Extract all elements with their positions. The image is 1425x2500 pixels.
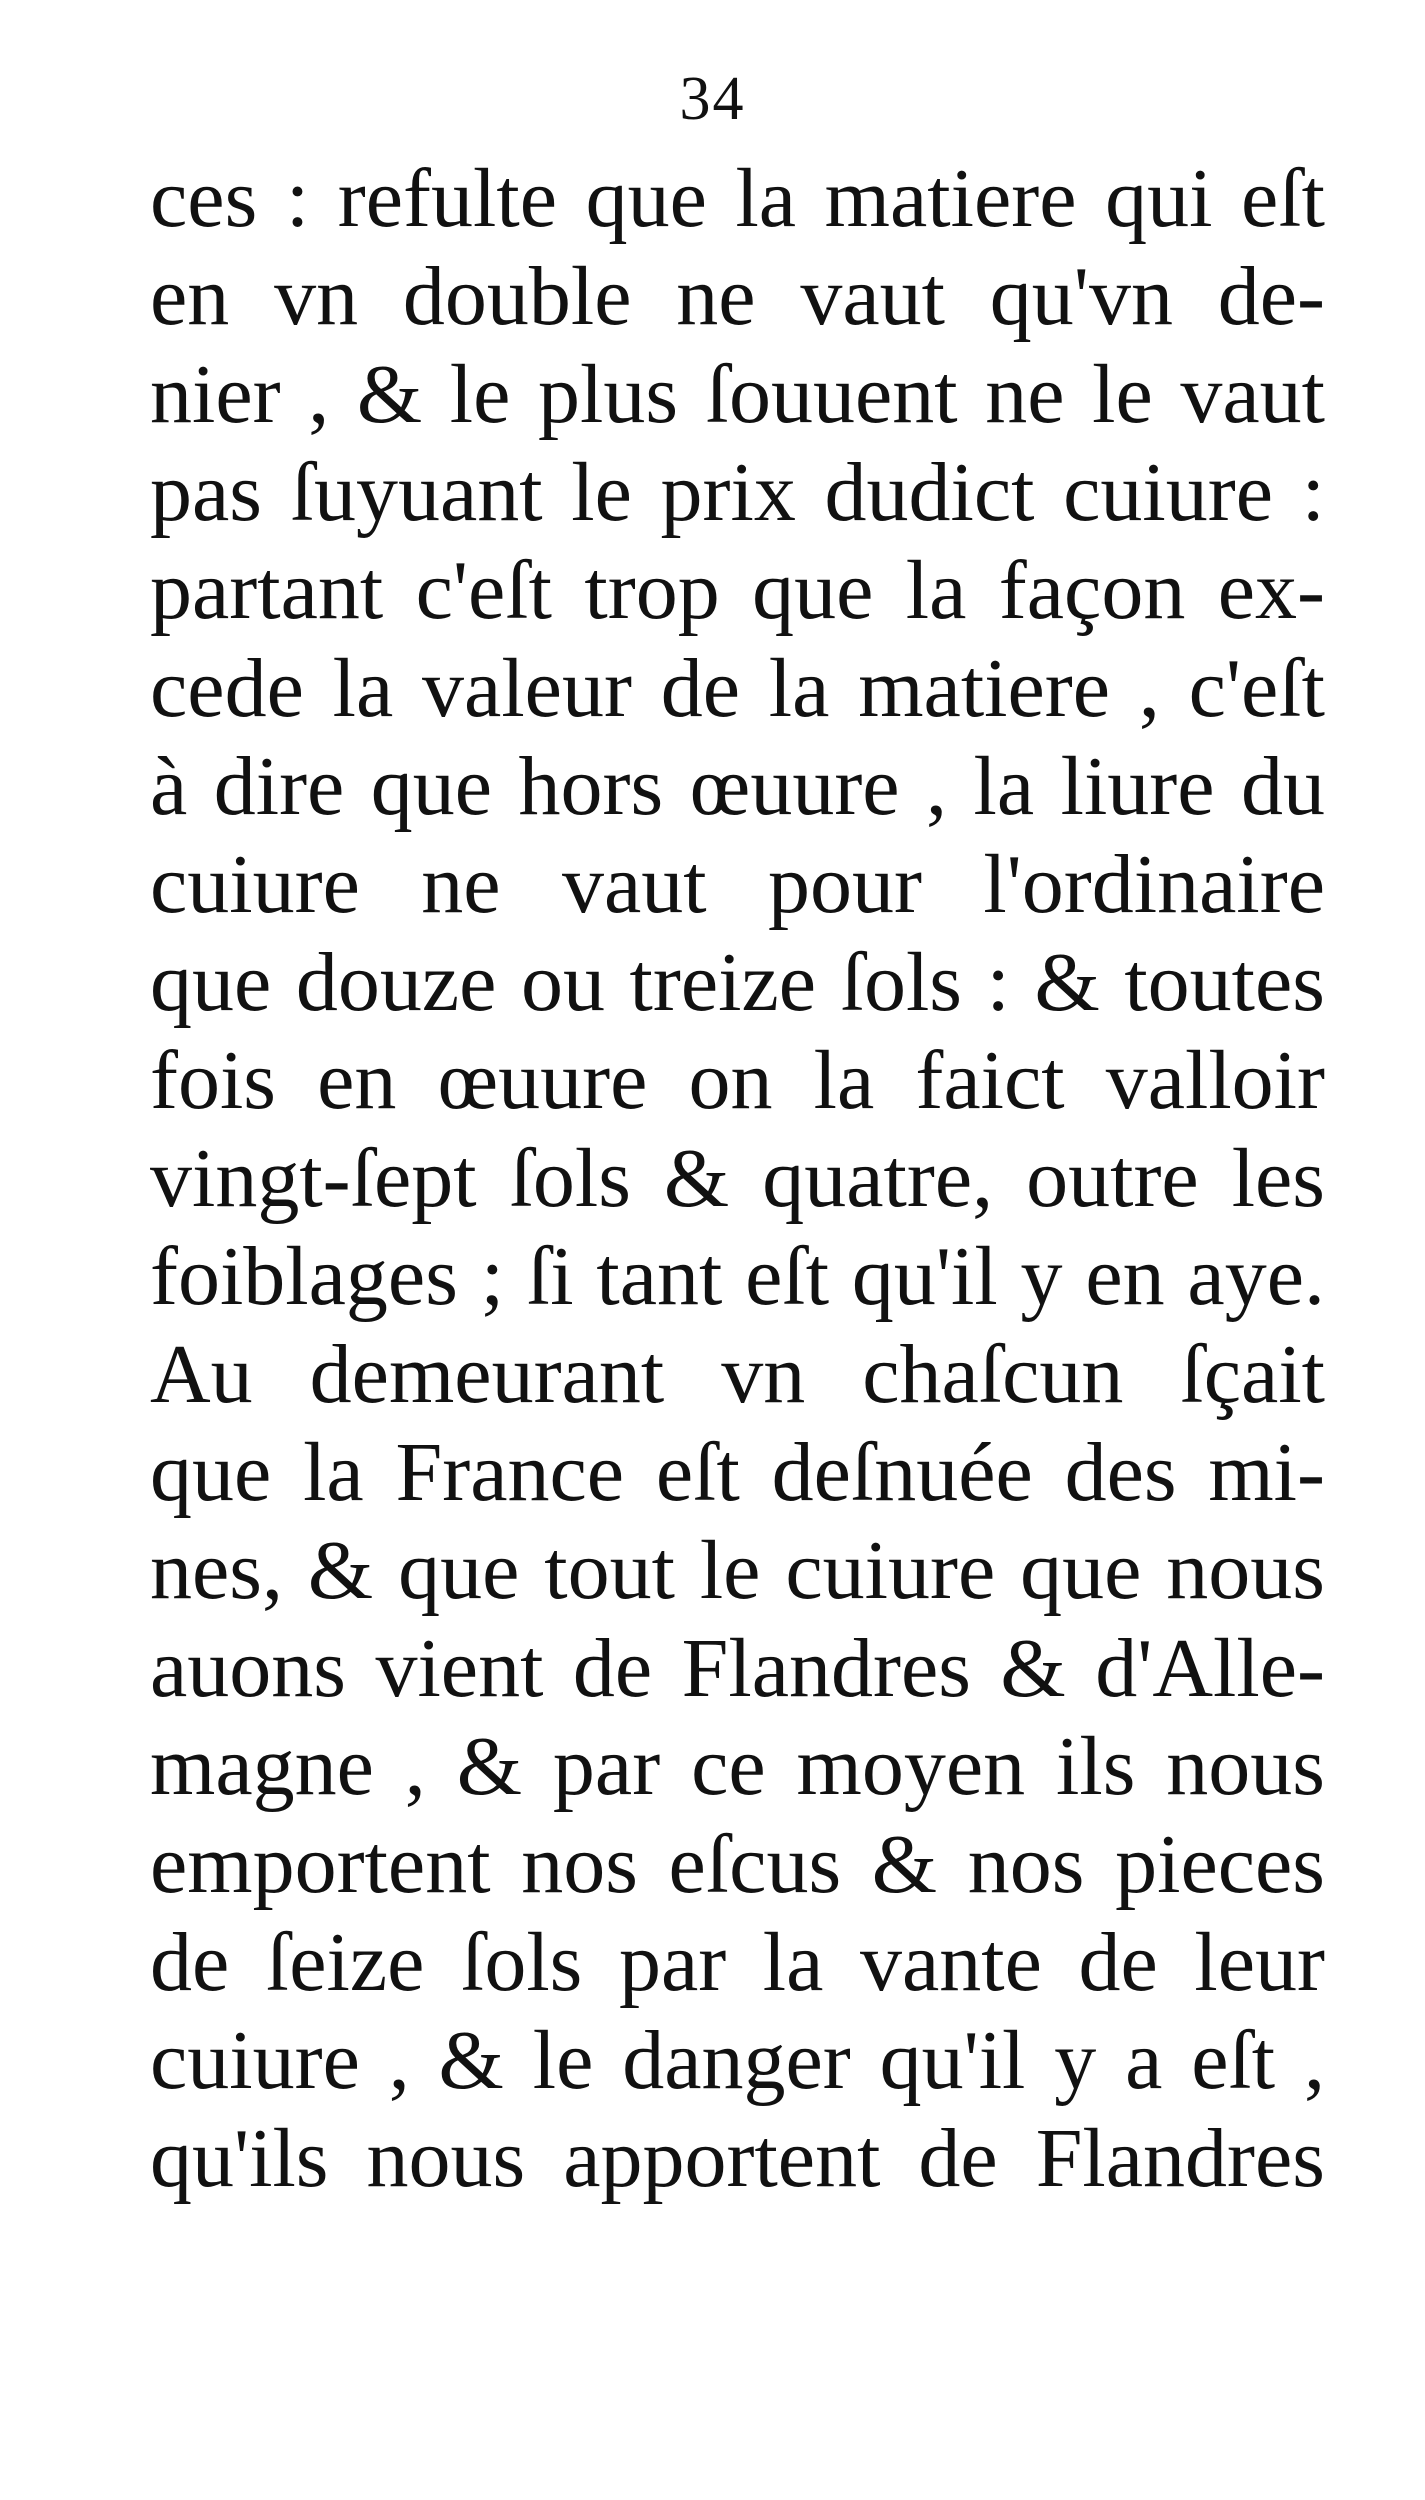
text-line: que la France eſt deſnuée des mi- bbox=[150, 1426, 1325, 1519]
text-line: foiblages ; ſi tant eſt qu'il y en aye. bbox=[150, 1230, 1325, 1323]
text-line: qu'ils nous apportent de Flandres bbox=[150, 2112, 1325, 2205]
text-line: partant c'eſt trop que la façon ex- bbox=[150, 544, 1325, 637]
text-line: en vn double ne vaut qu'vn de- bbox=[150, 250, 1325, 343]
text-line: cede la valeur de la matiere , c'eſt bbox=[150, 642, 1325, 735]
text-line: que douze ou treize ſols : & toutes bbox=[150, 936, 1325, 1029]
text-line: cuiure ne vaut pour l'ordinaire bbox=[150, 838, 1325, 931]
text-line: Au demeurant vn chaſcun ſçait bbox=[150, 1328, 1325, 1421]
text-line: fois en œuure on la faict valloir bbox=[150, 1034, 1325, 1127]
text-line: pas ſuyuant le prix dudict cuiure : bbox=[150, 446, 1325, 539]
text-line: nier , & le plus ſouuent ne le vaut bbox=[150, 348, 1325, 441]
text-line: auons vient de Flandres & d'Alle- bbox=[150, 1622, 1325, 1715]
text-line: cuiure , & le danger qu'il y a eſt , bbox=[150, 2014, 1325, 2107]
text-line: nes, & que tout le cuiure que nous bbox=[150, 1524, 1325, 1617]
text-line: ces : refulte que la matiere qui eſt bbox=[150, 152, 1325, 245]
text-line: à dire que hors œuure , la liure du bbox=[150, 740, 1325, 833]
page-number: 34 bbox=[679, 65, 746, 133]
body-text bbox=[150, 150, 1325, 2208]
text-line: de ſeize ſols par la vante de leur bbox=[150, 1916, 1325, 2009]
text-line: emportent nos eſcus & nos pieces bbox=[150, 1818, 1325, 1911]
text-line: vingt-ſept ſols & quatre, outre les bbox=[150, 1132, 1325, 1225]
text-line: magne , & par ce moyen ils nous bbox=[150, 1720, 1325, 1813]
